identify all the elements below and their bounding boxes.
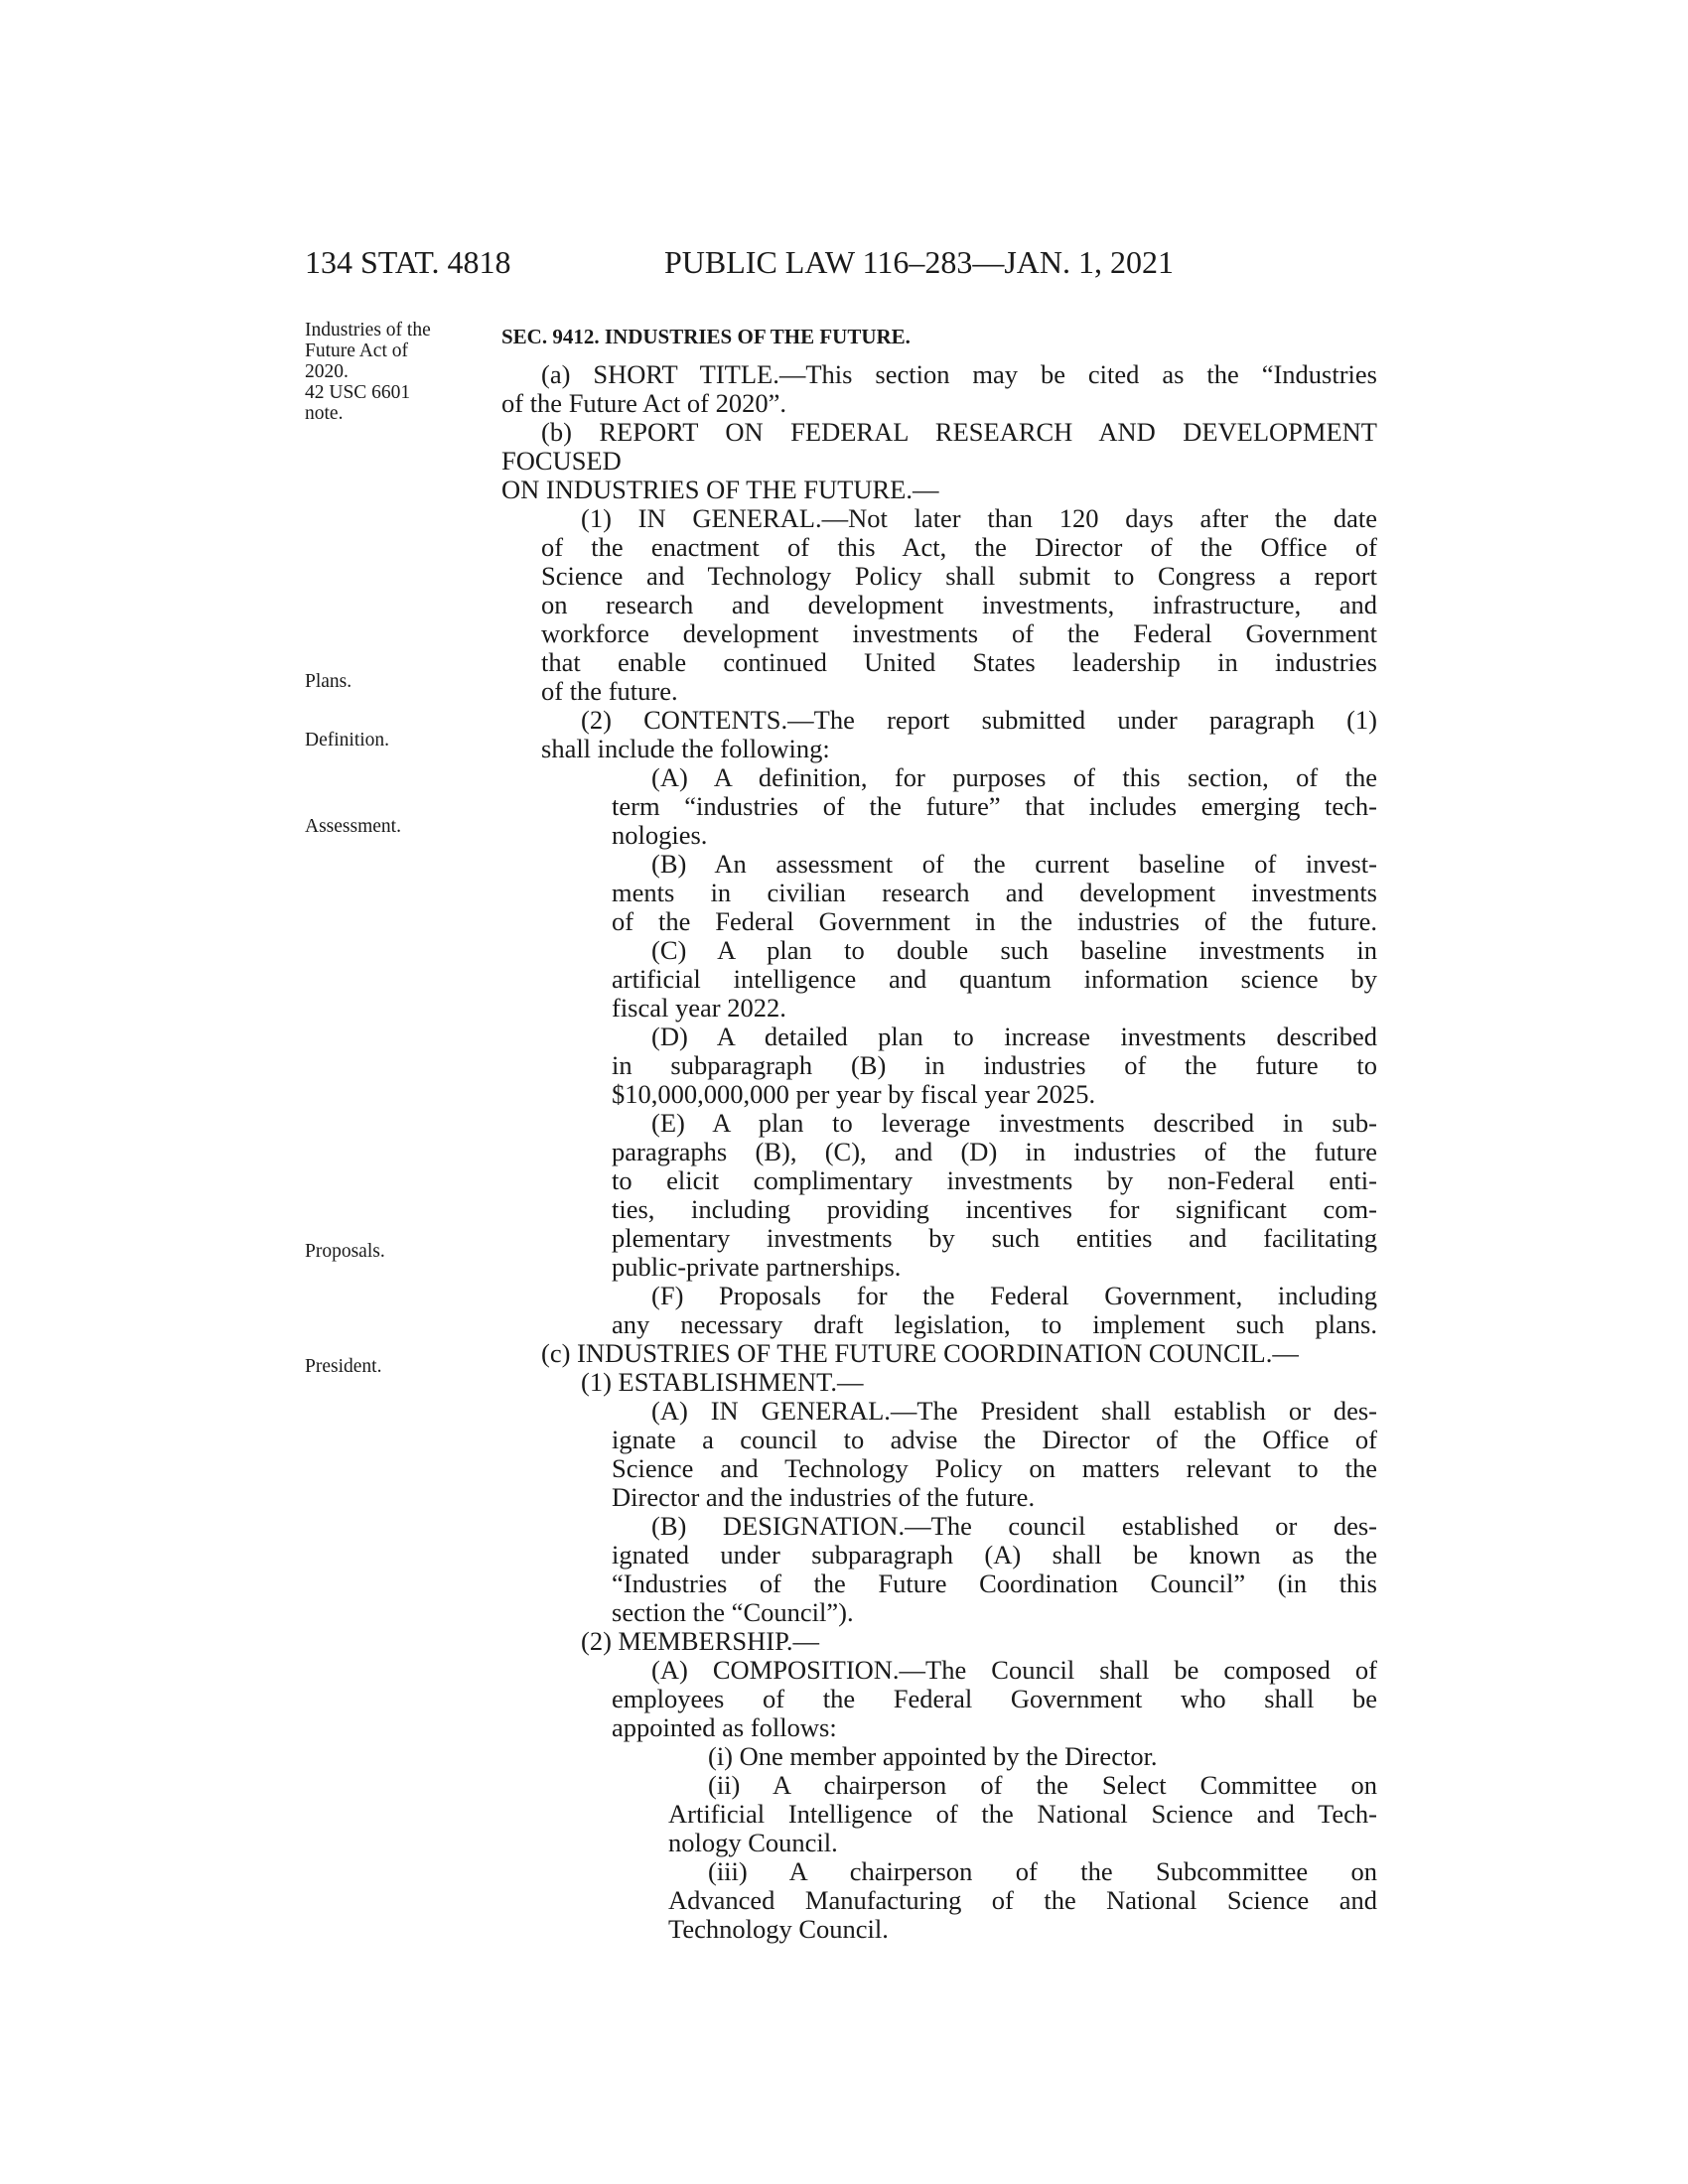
text-line: (iii) A chairperson of the Subcommittee on bbox=[708, 1856, 1377, 1886]
text-line: (2) MEMBERSHIP.— bbox=[581, 1626, 820, 1656]
stat-page-number: 134 STAT. 4818 bbox=[305, 244, 511, 280]
text-line: ties, including providing incentives for significant com- bbox=[612, 1194, 1377, 1224]
page-header bbox=[305, 244, 1377, 284]
margin-note-short-title bbox=[305, 320, 431, 424]
text-line: (i) One member appointed by the Director. bbox=[708, 1741, 1158, 1771]
text-line: Artificial Intelligence of the National Science and Tech- bbox=[668, 1799, 1377, 1829]
text-line: (1) IN GENERAL.—Not later than 120 days after the date bbox=[581, 503, 1377, 533]
text-line: “Industries of the Future Coordination Council” (in this bbox=[612, 1569, 1377, 1598]
margin-note-assessment: Assessment. bbox=[305, 816, 401, 837]
text-line: artificial intelligence and quantum information science by bbox=[612, 964, 1377, 994]
text-line: nologies. bbox=[612, 820, 708, 850]
text-line: paragraphs (B), (C), and (D) in industries of the future bbox=[612, 1137, 1377, 1166]
text-line: of the Federal Government in the industries of the future. bbox=[612, 906, 1377, 936]
text-line: plementary investments by such entities and facilitating bbox=[612, 1223, 1377, 1253]
margin-note-definition: Definition. bbox=[305, 730, 390, 751]
margin-note-line: Industries of the bbox=[305, 320, 431, 341]
text-line: ON INDUSTRIES OF THE FUTURE.— bbox=[501, 475, 939, 504]
text-line: (C) A plan to double such baseline investments in bbox=[651, 935, 1377, 965]
text-line: in subparagraph (B) in industries of the future to bbox=[612, 1050, 1377, 1080]
text-line: fiscal year 2022. bbox=[612, 993, 786, 1023]
margin-note-line: 42 USC 6601 bbox=[305, 382, 411, 403]
text-line: (A) A definition, for purposes of this section, of the bbox=[651, 762, 1377, 792]
text-line: term “industries of the future” that includes emerging tech- bbox=[612, 791, 1377, 821]
margin-note-plans: Plans. bbox=[305, 671, 352, 692]
margin-note-president: President. bbox=[305, 1356, 382, 1377]
text-line: to elicit complimentary investments by non-Federal enti- bbox=[612, 1165, 1377, 1195]
text-line: ments in civilian research and development investments bbox=[612, 878, 1377, 907]
section-body bbox=[501, 320, 1377, 1944]
text-line: (D) A detailed plan to increase investments described bbox=[651, 1022, 1377, 1051]
text-line: ignated under subparagraph (A) shall be known as the bbox=[612, 1540, 1377, 1570]
text-line: (b) REPORT ON FEDERAL RESEARCH AND DEVELOPMENT FOCUSED bbox=[501, 417, 1377, 476]
text-line: on research and development investments, infrastructure, and bbox=[541, 590, 1377, 619]
text-line: ignate a council to advise the Director of the Office of bbox=[612, 1425, 1377, 1454]
text-line: of the enactment of this Act, the Director of the Office of bbox=[541, 532, 1377, 562]
text-line: nology Council. bbox=[668, 1828, 838, 1857]
text-line: (c) INDUSTRIES OF THE FUTURE COORDINATION COUNCIL.— bbox=[541, 1338, 1299, 1368]
text-line: (ii) A chairperson of the Select Committee on bbox=[708, 1770, 1377, 1800]
text-line: of the Future Act of 2020”. bbox=[501, 388, 787, 418]
section-heading: SEC. 9412. INDUSTRIES OF THE FUTURE. bbox=[501, 325, 911, 348]
text-line: (B) An assessment of the current baseline of invest- bbox=[651, 849, 1377, 879]
text-line: that enable continued United States leadership in industries bbox=[541, 647, 1377, 677]
text-line: Science and Technology Policy on matters relevant to the bbox=[612, 1453, 1377, 1483]
text-line: any necessary draft legislation, to implement such plans. bbox=[612, 1309, 1377, 1339]
text-line: (B) DESIGNATION.—The council established or des- bbox=[651, 1511, 1377, 1541]
text-line: Director and the industries of the future. bbox=[612, 1482, 1036, 1512]
text-line: Science and Technology Policy shall submit to Congress a report bbox=[541, 561, 1377, 591]
text-line: section the “Council”). bbox=[612, 1597, 854, 1627]
margin-note-proposals: Proposals. bbox=[305, 1241, 385, 1262]
margin-note-line: Future Act of bbox=[305, 341, 408, 361]
text-line: (A) COMPOSITION.—The Council shall be composed of bbox=[651, 1655, 1377, 1685]
text-line: (A) IN GENERAL.—The President shall establish or des- bbox=[651, 1396, 1377, 1426]
text-line: (E) A plan to leverage investments described in sub- bbox=[651, 1108, 1377, 1138]
text-line: of the future. bbox=[541, 676, 678, 706]
text-line: $10,000,000,000 per year by fiscal year 2025. bbox=[612, 1079, 1096, 1109]
text-line: (1) ESTABLISHMENT.— bbox=[581, 1367, 864, 1397]
margin-note-line: 2020. bbox=[305, 361, 349, 382]
text-line: shall include the following: bbox=[541, 734, 830, 763]
text-line: Technology Council. bbox=[668, 1914, 889, 1944]
margin-note-line: note. bbox=[305, 403, 344, 424]
text-line: appointed as follows: bbox=[612, 1712, 837, 1742]
text-line: employees of the Federal Government who shall be bbox=[612, 1684, 1377, 1713]
text-line: (F) Proposals for the Federal Government, including bbox=[651, 1281, 1377, 1310]
text-line: Advanced Manufacturing of the National Science and bbox=[668, 1885, 1377, 1915]
text-line: (a) SHORT TITLE.—This section may be cited as the “Industries bbox=[541, 359, 1377, 389]
text-line: public-private partnerships. bbox=[612, 1252, 902, 1282]
public-law-title: PUBLIC LAW 116–283—JAN. 1, 2021 bbox=[664, 244, 1174, 280]
text-line: workforce development investments of the Federal Government bbox=[541, 618, 1377, 648]
text-line: (2) CONTENTS.—The report submitted under paragraph (1) bbox=[581, 705, 1377, 735]
